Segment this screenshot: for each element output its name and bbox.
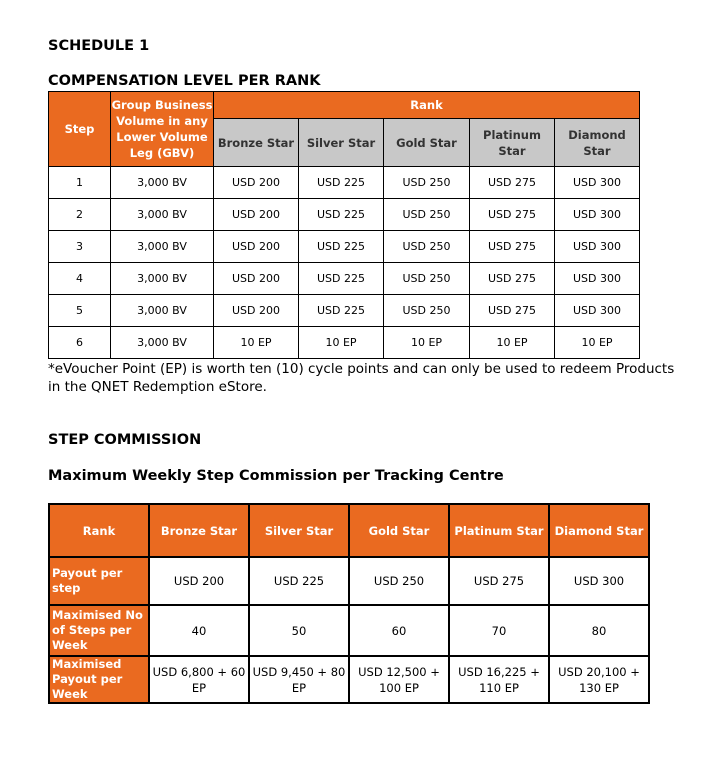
gbv-cell: 3,000 BV: [111, 327, 214, 359]
payout-cell: USD 275: [470, 295, 555, 327]
value-cell: USD 20,100 + 130 EP: [549, 656, 649, 703]
value-cell: USD 12,500 + 100 EP: [349, 656, 449, 703]
gbv-cell: 3,000 BV: [111, 263, 214, 295]
payout-cell: 10 EP: [214, 327, 299, 359]
table-row: [49, 656, 649, 703]
rank-bronze-star: Bronze Star: [214, 119, 299, 167]
rank-platinum-star: Platinum Star: [470, 119, 555, 167]
value-cell: USD 16,225 + 110 EP: [449, 656, 549, 703]
payout-cell: 10 EP: [384, 327, 470, 359]
step-cell: 6: [49, 327, 111, 359]
payout-cell: USD 275: [470, 199, 555, 231]
rank-bronze-star: Bronze Star: [149, 504, 249, 557]
gbv-cell: 3,000 BV: [111, 231, 214, 263]
gbv-cell: 3,000 BV: [111, 295, 214, 327]
rank-silver-star: Silver Star: [249, 504, 349, 557]
payout-cell: USD 275: [470, 231, 555, 263]
value-cell: 60: [349, 605, 449, 656]
payout-cell: USD 250: [384, 199, 470, 231]
value-cell: USD 275: [449, 557, 549, 605]
payout-cell: USD 250: [384, 167, 470, 199]
rank-gold-star: Gold Star: [349, 504, 449, 557]
payout-cell: 10 EP: [470, 327, 555, 359]
gbv-cell: 3,000 BV: [111, 167, 214, 199]
payout-cell: 10 EP: [555, 327, 640, 359]
step-cell: 1: [49, 167, 111, 199]
value-cell: USD 225: [249, 557, 349, 605]
rank-gold-star: Gold Star: [384, 119, 470, 167]
rank-platinum-star: Platinum Star: [449, 504, 549, 557]
row-label: Maximised No of Steps per Week: [49, 605, 149, 656]
payout-cell: USD 250: [384, 295, 470, 327]
rank-diamond-star: Diamond Star: [555, 119, 640, 167]
payout-cell: USD 200: [214, 167, 299, 199]
value-cell: 40: [149, 605, 249, 656]
payout-cell: USD 275: [470, 263, 555, 295]
value-cell: USD 6,800 + 60 EP: [149, 656, 249, 703]
payout-cell: USD 200: [214, 199, 299, 231]
value-cell: 70: [449, 605, 549, 656]
step-commission-title: STEP COMMISSION: [48, 432, 202, 448]
payout-cell: USD 225: [299, 295, 384, 327]
compensation-table: [48, 91, 640, 359]
table-row: [49, 199, 640, 231]
rank-diamond-star: Diamond Star: [549, 504, 649, 557]
row-label: Payout per step: [49, 557, 149, 605]
gbv-cell: 3,000 BV: [111, 199, 214, 231]
table-row: [49, 263, 640, 295]
payout-cell: 10 EP: [299, 327, 384, 359]
payout-cell: USD 225: [299, 231, 384, 263]
compensation-title: COMPENSATION LEVEL PER RANK: [48, 73, 321, 89]
table-row: [49, 557, 649, 605]
step-cell: 5: [49, 295, 111, 327]
payout-cell: USD 300: [555, 167, 640, 199]
gbv-header: Group Business Volume in any Lower Volume Leg (GBV): [111, 92, 214, 167]
payout-cell: USD 250: [384, 231, 470, 263]
step-header: Step: [49, 92, 111, 167]
step-cell: 4: [49, 263, 111, 295]
payout-cell: USD 200: [214, 295, 299, 327]
value-cell: USD 9,450 + 80 EP: [249, 656, 349, 703]
rank-silver-star: Silver Star: [299, 119, 384, 167]
max-weekly-title: Maximum Weekly Step Commission per Tracking Centre: [48, 468, 504, 484]
value-cell: 80: [549, 605, 649, 656]
table-row: [49, 231, 640, 263]
payout-cell: USD 200: [214, 231, 299, 263]
value-cell: USD 250: [349, 557, 449, 605]
evoucher-note: *eVoucher Point (EP) is worth ten (10) cycle points and can only be used to redeem Products in the QNET Redemption eStore.: [48, 361, 675, 395]
table-row: [49, 295, 640, 327]
payout-cell: USD 200: [214, 263, 299, 295]
payout-cell: USD 300: [555, 199, 640, 231]
payout-cell: USD 250: [384, 263, 470, 295]
value-cell: USD 200: [149, 557, 249, 605]
value-cell: USD 300: [549, 557, 649, 605]
table-row: [49, 327, 640, 359]
payout-cell: USD 225: [299, 199, 384, 231]
payout-cell: USD 300: [555, 263, 640, 295]
payout-cell: USD 300: [555, 231, 640, 263]
payout-cell: USD 225: [299, 167, 384, 199]
table-row: [49, 167, 640, 199]
payout-cell: USD 300: [555, 295, 640, 327]
table-row: [49, 605, 649, 656]
value-cell: 50: [249, 605, 349, 656]
rank-label: Rank: [49, 504, 149, 557]
row-label: Maximised Payout per Week: [49, 656, 149, 703]
step-commission-table: [48, 503, 650, 704]
payout-cell: USD 275: [470, 167, 555, 199]
step-cell: 3: [49, 231, 111, 263]
payout-cell: USD 225: [299, 263, 384, 295]
step-cell: 2: [49, 199, 111, 231]
rank-header: Rank: [214, 92, 640, 119]
schedule-title: SCHEDULE 1: [48, 38, 150, 54]
